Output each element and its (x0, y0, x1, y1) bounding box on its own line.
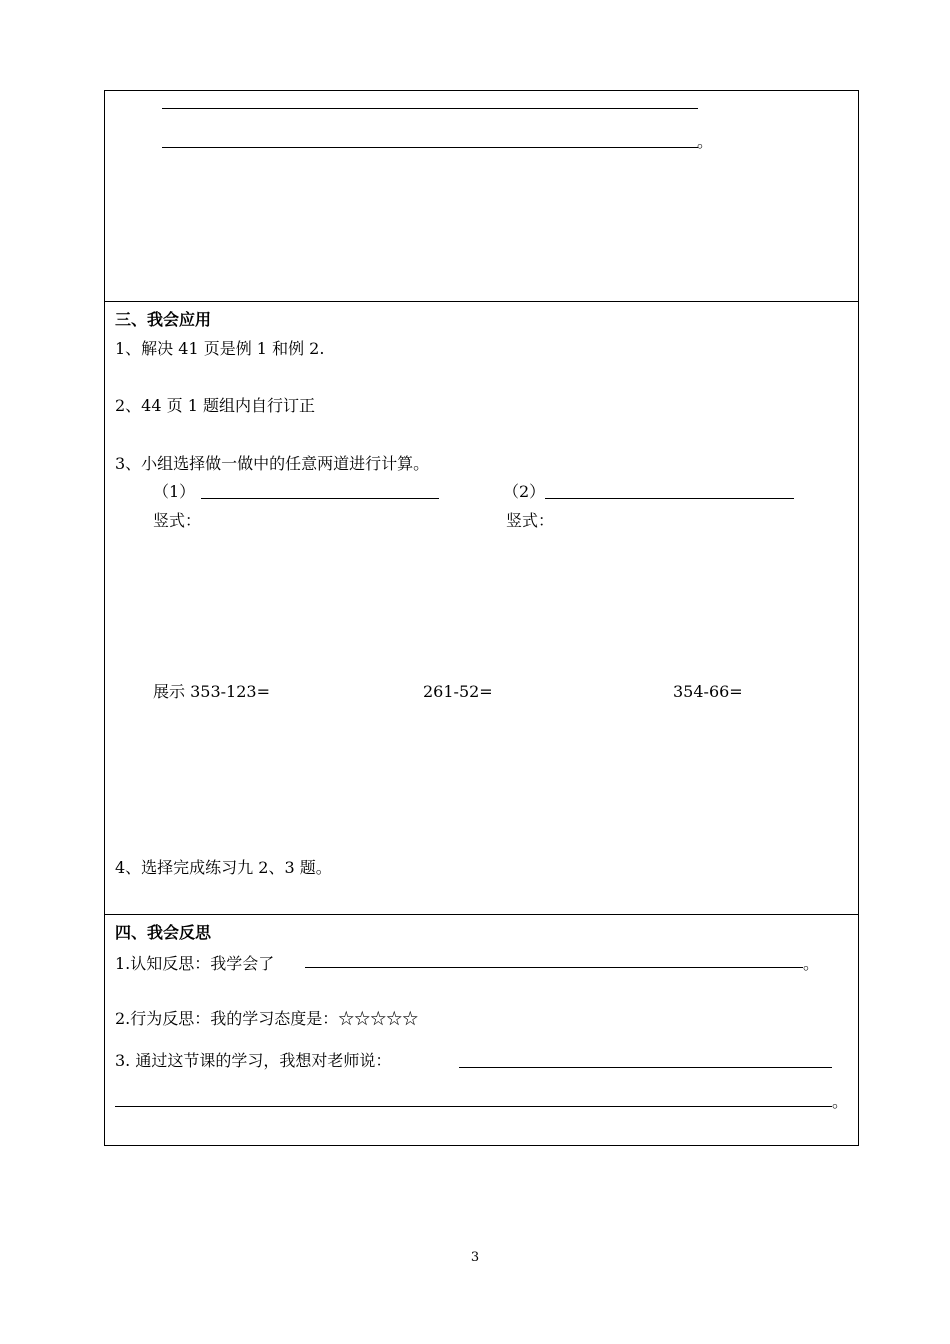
prev-section-cell (104, 90, 859, 302)
reflect-item-2: 2.行为反思：我的学习态度是：☆☆☆☆☆ (115, 1009, 419, 1028)
reflect-item-1-end: 。 (803, 954, 820, 973)
reflect-item-1: 1.认知反思：我学会了 (115, 954, 275, 973)
apply-item-2: 2、44 页 1 题组内自行订正 (115, 396, 315, 415)
reflect-answer-line-3 (115, 1106, 832, 1107)
reflect-section-cell (104, 914, 859, 1146)
answer-line-2 (162, 147, 698, 148)
reflect-answer-line-2 (459, 1067, 832, 1068)
reflect-item-3-end: 。 (832, 1092, 849, 1111)
show-problem-1: 展示 353-123= (153, 682, 270, 701)
vertical-calc-label-1: 竖式： (153, 511, 202, 530)
apply-item-4: 4、选择完成练习九 2、3 题。 (115, 858, 332, 877)
section-heading-apply: 三、我会应用 (115, 310, 212, 329)
vertical-calc-label-2: 竖式： (506, 511, 555, 530)
section-heading-reflect: 四、我会反思 (115, 923, 212, 942)
apply-item-3: 3、小组选择做一做中的任意两道进行计算。 (115, 454, 430, 473)
page-number: 3 (470, 1250, 480, 1265)
sub-answer-line-1 (201, 498, 439, 499)
reflect-answer-line-1 (305, 967, 803, 968)
end-mark: 。 (697, 132, 714, 151)
show-problem-2: 261-52= (423, 682, 493, 701)
sub-label-1: （1） (153, 482, 196, 501)
sub-answer-line-2 (545, 498, 794, 499)
sub-label-2: （2） (503, 482, 546, 501)
show-problem-3: 354-66= (673, 682, 743, 701)
reflect-item-3: 3. 通过这节课的学习，我想对老师说： (115, 1051, 392, 1070)
apply-section-cell (104, 301, 859, 915)
apply-item-1: 1、解决 41 页是例 1 和例 2. (115, 339, 325, 358)
answer-line-1 (162, 108, 698, 109)
